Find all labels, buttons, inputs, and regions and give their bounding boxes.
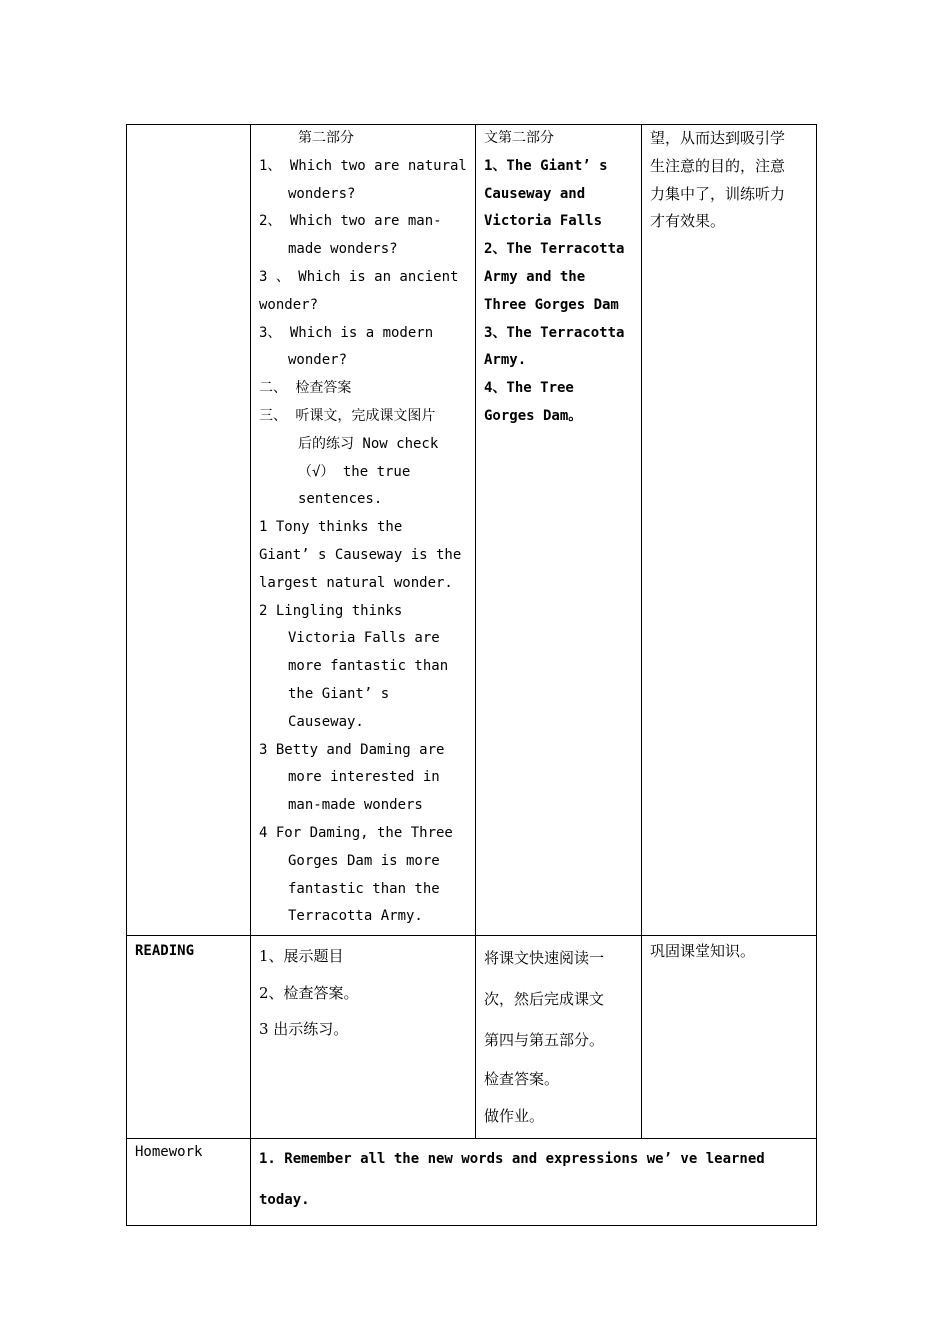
teacher-activity-line: 第二部分 (298, 130, 354, 146)
teacher-activity-line: 三、 听课文，完成课文图片 (259, 407, 436, 424)
table-row-listening (127, 125, 817, 936)
teacher-activity-list (251, 125, 475, 935)
homework-content (251, 1139, 816, 1225)
student-activity-line: 1、The Giant’ s (484, 157, 608, 174)
teacher-activity-line: Terracotta Army. (288, 908, 423, 925)
teacher-activity-line: more fantastic than (288, 658, 449, 675)
teacher-activity-line: Gorges Dam is more (288, 852, 440, 869)
student-activity-cell (476, 125, 642, 936)
step-cell-reading (127, 936, 251, 1139)
student-activity-line: Victoria Falls (484, 213, 603, 230)
purpose-line: 望，从而达到吸引学 (650, 129, 786, 147)
teacher-activity-line: sentences. (298, 491, 383, 508)
purpose-line: 力集中了，训练听力 (650, 184, 786, 203)
teacher-activity-line: 二、 检查答案 (259, 380, 352, 397)
student-activity-line-reading: 第四与第五部分。 (484, 1031, 605, 1050)
student-activity-line-reading: 做作业。 (484, 1106, 545, 1125)
student-activity-line: Army and the (484, 268, 586, 285)
purpose-list (642, 125, 816, 240)
step-cell-homework (127, 1139, 251, 1226)
teacher-activity-line: wonder? (259, 296, 319, 313)
teacher-activity-line: 2、 Which two are man- (259, 213, 442, 230)
table-row-homework (127, 1139, 817, 1226)
purpose-line: 才有效果。 (650, 212, 726, 231)
teacher-activity-list-reading (251, 936, 475, 1052)
teacher-activity-cell-reading (251, 936, 476, 1139)
lesson-plan-table (126, 124, 817, 1226)
teacher-activity-line-reading: 2、检查答案。 (259, 983, 359, 1002)
teacher-activity-line: wonder? (288, 352, 348, 369)
teacher-activity-line: 后的练习 Now check (298, 435, 439, 452)
student-activity-list (476, 125, 641, 435)
step-cell (127, 125, 251, 936)
teacher-activity-line: Giant’ s Causeway is the (259, 546, 462, 563)
student-activity-line-reading: 次，然后完成课文 (484, 990, 605, 1009)
teacher-activity-line: made wonders? (288, 241, 398, 258)
student-activity-line-reading: 检查答案。 (484, 1070, 560, 1089)
teacher-activity-line: 3、 Which is a modern (259, 324, 434, 341)
teacher-activity-line: 4 For Daming, the Three (259, 824, 453, 841)
teacher-activity-line: 3 、 Which is an ancient (259, 268, 459, 285)
teacher-activity-line: Causeway. (288, 713, 364, 730)
purpose-cell (642, 125, 817, 936)
student-activity-line: 文第二部分 (484, 130, 554, 146)
step-label-homework: Homework (135, 1144, 203, 1161)
teacher-activity-line: Victoria Falls are (288, 630, 440, 647)
student-activity-line-reading: 将课文快速阅读一 (484, 949, 605, 968)
teacher-activity-line: largest natural wonder. (259, 574, 453, 591)
step-label-reading: READING (135, 943, 195, 960)
teacher-activity-line: fantastic than the (288, 880, 440, 897)
purpose-text-reading: 巩固课堂知识。 (650, 942, 756, 961)
teacher-activity-line: wonders? (288, 185, 356, 202)
teacher-activity-line: （√） the true (298, 463, 411, 480)
teacher-activity-line-reading: 3 出示练习。 (259, 1020, 349, 1039)
table-row-reading (127, 936, 817, 1139)
purpose-cell-reading (642, 936, 817, 1139)
student-activity-line: Three Gorges Dam (484, 296, 619, 313)
purpose-line: 生注意的目的，注意 (650, 156, 786, 175)
teacher-activity-line: man-made wonders (288, 797, 423, 814)
homework-line: 1. Remember all the new words and expressions we’ ve learned (259, 1151, 765, 1168)
student-activity-line: Gorges Dam。 (484, 407, 583, 424)
student-activity-line: 2、The Terracotta (484, 241, 625, 258)
homework-content-cell (251, 1139, 817, 1226)
student-activity-list-reading (476, 936, 641, 1138)
teacher-activity-line-reading: 1、展示题目 (259, 947, 344, 966)
teacher-activity-cell (251, 125, 476, 936)
student-activity-line: 3、The Terracotta (484, 324, 625, 341)
teacher-activity-line: 3 Betty and Daming are (259, 741, 445, 758)
student-activity-line: 4、The Tree (484, 380, 574, 397)
homework-line: today. (259, 1192, 310, 1209)
student-activity-line: Causeway and (484, 185, 586, 202)
student-activity-line: Army. (484, 352, 527, 369)
teacher-activity-line: 1 Tony thinks the (259, 519, 403, 536)
student-activity-cell-reading (476, 936, 642, 1139)
teacher-activity-line: the Giant’ s (288, 685, 390, 702)
teacher-activity-line: more interested in (288, 769, 440, 786)
teacher-activity-line: 1、 Which two are natural (259, 157, 467, 174)
teacher-activity-line: 2 Lingling thinks (259, 602, 403, 619)
